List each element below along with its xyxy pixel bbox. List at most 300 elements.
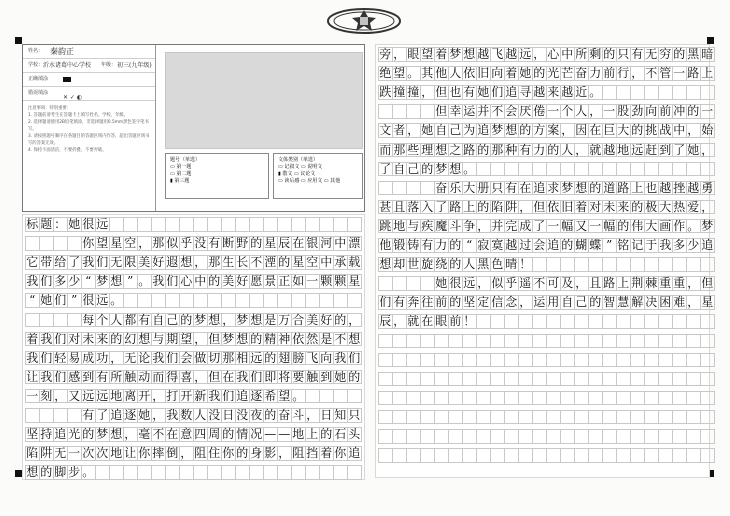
grid-cell [700,353,715,368]
grid-cell [630,410,645,425]
grid-cell [305,389,320,404]
grid-cell: 陷 [491,199,504,214]
grid-cell: 载 [348,255,361,270]
grid-cell: 案 [547,123,560,138]
grid-cell: 限 [124,255,137,270]
grid-cell [448,353,463,368]
grid-cell: 有 [82,408,95,422]
grid-cell: 。 [407,66,420,81]
grid-cell: 但 [701,276,714,291]
grid-cell: 她 [435,276,448,291]
grid-cell: 一 [547,218,560,233]
grid-cell [448,429,463,444]
grid-cell: 希 [264,388,277,403]
grid-cell: 的 [334,312,347,327]
grid-cell [616,429,631,444]
grid-cell: 她 [477,85,490,100]
student-info [23,45,156,211]
grid-cell: 翅 [278,350,291,365]
grid-cell: 旧 [561,199,574,214]
grid-cell: 及 [561,276,574,291]
grid-cell: 智 [603,295,616,310]
grid-cell [392,410,407,425]
grid-cell [95,465,110,480]
grid-cell [686,448,701,463]
grid-cell: 。 [687,218,700,233]
grid-cell [574,410,589,425]
grid-cell: 似 [166,236,179,251]
grid-cell: 人 [194,408,207,422]
grid-cell: 的 [561,238,574,252]
grid-cell [420,334,435,349]
grid-cell [490,372,505,387]
grid-cell: ， [194,255,207,270]
grid-cell [602,314,617,329]
grid-cell: 遥 [519,276,532,291]
grid-cell [602,372,617,387]
grid-cell: ， [194,331,207,346]
grid-cell: 相 [236,350,249,365]
grid-cell [490,410,505,425]
grid-cell [644,391,659,406]
grid-cell [392,429,407,444]
grid-cell: 她 [519,66,532,81]
question-option[interactable]: ▭ 第二题 [170,171,192,177]
name-label: 姓名： [28,48,44,54]
grid-cell: 劲 [631,104,644,119]
grid-cell: 己 [449,123,462,138]
grid-cell [504,353,519,368]
grid-cell: 飞 [306,350,319,365]
grid-cell [546,334,561,349]
grid-cell [291,293,306,308]
grid-cell: 中 [320,255,333,270]
grid-cell: 求 [547,180,560,195]
grid-cell: 的 [250,331,263,346]
grid-cell: 想 [180,255,193,270]
grid-cell: 依 [547,199,560,214]
grid-cell: 她 [138,408,151,422]
grid-cell [588,448,603,463]
grid-cell: 我 [26,350,39,365]
grid-cell: 奋 [435,180,448,195]
grid-cell: 长 [236,255,249,270]
grid-cell [630,372,645,387]
grid-cell: 有 [138,312,151,327]
grid-cell: 给 [54,255,67,270]
grid-cell [193,465,208,480]
grid-cell: 况 [250,427,263,442]
grid-cell: 的 [320,427,333,442]
grid-cell: 四 [194,427,207,442]
question-box-title: 题号（单选） [170,157,201,163]
grid-cell [532,162,547,177]
grid-cell [462,372,477,387]
grid-cell: ， [393,314,406,329]
notes-title: 注意事项：特别重要： [28,106,71,111]
grid-cell: 蝴 [575,238,588,252]
question-option[interactable]: ▭ 第一题 [170,164,192,170]
grid-cell: 很 [449,276,462,291]
grid-cell: 是 [320,331,333,346]
grid-cell [249,465,264,480]
grid-cell: 依 [292,331,305,346]
left-writing-grid [22,214,365,480]
grid-cell [602,429,617,444]
grid-cell: “ [25,293,40,308]
grid-cell [616,334,631,349]
grid-cell: 前 [603,66,616,81]
grid-cell: 己 [407,161,420,176]
grid-cell: 却 [393,257,406,272]
grid-cell [420,391,435,406]
grid-cell: 越 [561,85,574,100]
grid-cell: 力 [533,142,546,157]
grid-cell [504,334,519,349]
grid-cell [378,429,393,444]
grid-cell [291,217,306,232]
grid-cell [249,217,264,232]
grid-cell: 我 [166,408,179,422]
grid-cell: 对 [68,331,81,346]
grid-cell: 一 [68,446,81,461]
grid-cell: 望 [96,236,109,251]
grid-cell: 想 [250,312,263,327]
grid-cell: 完 [505,218,518,233]
grid-cell [518,391,533,406]
grid-cell [305,293,320,308]
grid-cell: 们 [40,350,53,365]
grid-cell: 陷 [26,446,39,461]
grid-cell [333,389,348,404]
grid-cell: 辰 [278,236,291,251]
grid-cell [700,257,715,272]
grid-cell: ， [687,295,700,310]
grid-cell: 我 [236,369,249,384]
grid-cell [207,293,222,308]
grid-cell: 将 [278,369,291,384]
grid-cell: 远 [96,293,109,308]
grid-cell: 的 [449,257,462,272]
grid-cell: 的 [421,161,434,176]
grid-cell: 着 [505,66,518,81]
grid-cell: 前 [659,104,672,119]
grid-cell [658,334,673,349]
grid-cell: 勇 [701,180,714,195]
grid-cell: 绝 [379,66,392,81]
grid-cell: 想 [348,331,361,346]
grid-cell [476,372,491,387]
grid-cell [137,465,152,480]
grid-cell: 铸 [407,238,420,252]
grid-cell: 不 [645,66,658,81]
grid-cell [123,217,138,232]
grid-cell: ， [421,85,434,100]
grid-cell: 了 [379,161,392,176]
grid-cell [476,410,491,425]
grid-cell [686,391,701,406]
grid-cell: 我 [334,350,347,365]
grid-cell: 不 [491,104,504,119]
grid-cell [700,448,715,463]
grid-cell: ， [477,218,490,233]
grid-cell: 了 [673,142,686,157]
grid-cell: 股 [617,104,630,119]
grid-cell: 阻 [292,446,305,461]
grid-cell: 的 [208,274,221,289]
grid-cell [277,217,292,232]
grid-cell: 银 [306,236,319,251]
grid-cell: 我 [40,331,53,346]
grid-cell: 他 [435,66,448,81]
grid-cell [392,353,407,368]
grid-cell [644,429,659,444]
grid-cell [616,162,631,177]
grid-cell: 向 [645,104,658,119]
grid-cell: 念 [505,295,518,310]
grid-cell [392,391,407,406]
grid-cell: 数 [180,408,193,422]
grid-cell [546,448,561,463]
grid-cell: 地 [292,427,305,442]
grid-cell: 。 [292,388,305,403]
grid-cell [644,448,659,463]
grid-cell: ， [180,446,193,461]
grid-cell: 住 [208,446,221,461]
grid-cell: 摔 [152,446,165,461]
grid-cell: 自 [393,161,406,176]
grid-cell [406,334,421,349]
grid-cell: 一 [603,104,616,119]
grid-cell: 星 [292,255,305,270]
grid-cell: 路 [617,180,630,195]
grid-cell [686,353,701,368]
grid-cell: ， [687,123,700,138]
grid-cell: 大 [463,180,476,195]
grid-cell [476,353,491,368]
grid-cell [490,314,505,329]
grid-cell: 荆 [631,276,644,291]
grid-cell [588,429,603,444]
grid-cell: 精 [264,331,277,346]
grid-cell: 而 [379,142,392,157]
grid-cell [53,313,68,328]
grid-cell: 我 [40,369,53,384]
grid-cell: 的 [264,350,277,365]
grid-cell [504,162,519,177]
grid-cell [658,448,673,463]
grid-cell: 旋 [421,257,434,272]
grid-cell: 们 [96,255,109,270]
grid-cell: 易 [68,350,81,365]
grid-cell: 就 [407,314,420,329]
grid-cell [686,257,701,272]
grid-cell [476,391,491,406]
grid-cell [602,448,617,463]
grid-cell [179,465,194,480]
grid-cell [700,162,715,177]
grid-cell: 没 [236,408,249,422]
grid-cell [165,217,180,232]
grid-cell: 你 [222,446,235,461]
grid-cell: 的 [631,123,644,138]
grid-cell: 了 [96,408,109,422]
grid-cell: 困 [659,295,672,310]
grid-cell: ！ [463,314,476,329]
grid-cell [644,162,659,177]
grid-cell [630,353,645,368]
grid-cell [658,372,673,387]
grid-cell [151,293,166,308]
grid-cell [249,293,264,308]
grid-cell: 没 [194,236,207,251]
grid-cell: 开 [180,388,193,403]
grid-cell [221,293,236,308]
grid-cell [319,293,334,308]
grid-cell [602,85,617,100]
grid-cell: 旧 [477,66,490,81]
grid-cell: 无 [110,255,123,270]
grid-cell: 有 [463,85,476,100]
grid-cell [476,334,491,349]
grid-cell [532,314,547,329]
grid-cell: 心 [180,274,193,289]
grid-cell: 且 [589,276,602,291]
student-info-panel [22,44,365,212]
note-item: 1. 答题前请考生在答题卡上填写姓名、学校、年级。 [28,113,128,118]
grid-cell [658,429,673,444]
grid-cell [333,465,348,480]
grid-cell: 带 [40,255,53,270]
grid-cell: 空 [124,236,137,251]
grid-cell: 画 [659,218,672,233]
grid-cell [504,391,519,406]
grid-cell: 的 [236,446,249,461]
grid-cell: 想 [449,161,462,176]
genre-option[interactable]: ▭ 读后感 ▭ 应用文 ▭ 其他 [278,178,341,184]
grid-cell: 期 [166,331,179,346]
grid-cell [378,334,393,349]
grid-cell: 自 [561,295,574,310]
grid-cell [462,448,477,463]
grid-cell: 们 [379,295,392,310]
grid-cell: 就 [589,142,602,157]
note-item: 2. 选择题请使用2B铅笔填涂，非选择题用0.5mm黑色签字笔书写。 [28,120,149,132]
grid-cell: 我 [659,238,672,252]
grid-cell [588,334,603,349]
grid-cell: 暗 [701,47,714,61]
grid-cell: 极 [645,199,658,214]
grid-cell [658,162,673,177]
grid-cell [658,391,673,406]
grid-cell: 心 [547,47,560,61]
grid-cell: 有 [208,236,221,251]
grid-cell [686,429,701,444]
grid-cell [700,85,715,100]
grid-cell: 在 [519,180,532,195]
grid-cell: 近 [575,85,588,100]
grid-cell: 入 [421,199,434,214]
grid-cell: 想 [379,257,392,272]
grid-cell: 她 [421,123,434,138]
grid-cell: 知 [334,408,347,422]
grid-cell [588,391,603,406]
grid-cell [490,162,505,177]
grid-cell: 路 [463,142,476,157]
grid-cell [378,410,393,425]
grid-cell [406,372,421,387]
grid-cell [420,181,435,196]
grid-cell: 每 [82,312,95,327]
question-option[interactable]: ▮ 第三题 [170,178,190,184]
grid-cell [560,391,575,406]
grid-cell [644,257,659,272]
grid-cell: 影 [264,446,277,461]
grid-cell: 斗 [292,408,305,422]
grid-cell: 爱 [687,199,700,214]
grid-cell: 倒 [166,446,179,461]
grid-cell: 的 [222,427,235,442]
grid-cell: 奔 [407,295,420,310]
grid-cell [518,410,533,425]
grid-cell [179,217,194,232]
grid-cell [532,391,547,406]
grid-cell: 切 [208,350,221,365]
grid-cell [560,334,575,349]
grid-cell: ， [124,427,137,442]
grid-cell: ” [123,274,138,289]
grid-cell [406,181,421,196]
grid-cell: 蝶 [589,238,602,252]
grid-cell: 万 [278,312,291,327]
grid-cell: 自 [152,312,165,327]
grid-cell: 他 [379,238,392,252]
grid-cell: 其 [421,66,434,81]
grid-cell: ， [701,142,714,157]
grid-cell: ， [407,123,420,138]
grid-cell: 日 [222,408,235,422]
grid-cell: 芒 [561,66,574,81]
grid-cell: 的 [264,408,277,422]
grid-cell: 册 [477,180,490,195]
genre-option[interactable]: ▮ 散文 ▭ 议论文 [278,171,316,177]
wrong-fill-label: 错误填涂 [28,90,49,96]
grid-cell: 成 [82,350,95,365]
grid-cell: 无 [124,350,137,365]
grid-cell: 世 [407,257,420,272]
grid-cell [319,217,334,232]
grid-cell: 重 [659,276,672,291]
grid-cell [165,293,180,308]
grid-cell: 的 [603,47,616,61]
grid-cell: 成 [519,218,532,233]
grid-cell: 战 [659,123,672,138]
grid-cell: — [264,427,277,442]
grid-cell [504,314,519,329]
grid-cell: 来 [547,85,560,100]
grid-cell: 触 [124,369,137,384]
grid-cell [448,372,463,387]
grid-cell: 力 [435,238,448,252]
grid-cell: ， [110,350,123,365]
grid-cell: 作 [673,218,686,233]
school-value: 沂水诸葛中心学校 [43,62,92,69]
genre-option[interactable]: ▭ 记叙文 ▭ 说明文 [278,164,323,170]
grid-cell: 那 [393,142,406,157]
grid-cell: 正 [278,274,291,289]
grid-cell [165,465,180,480]
grid-cell: 一 [589,218,602,233]
